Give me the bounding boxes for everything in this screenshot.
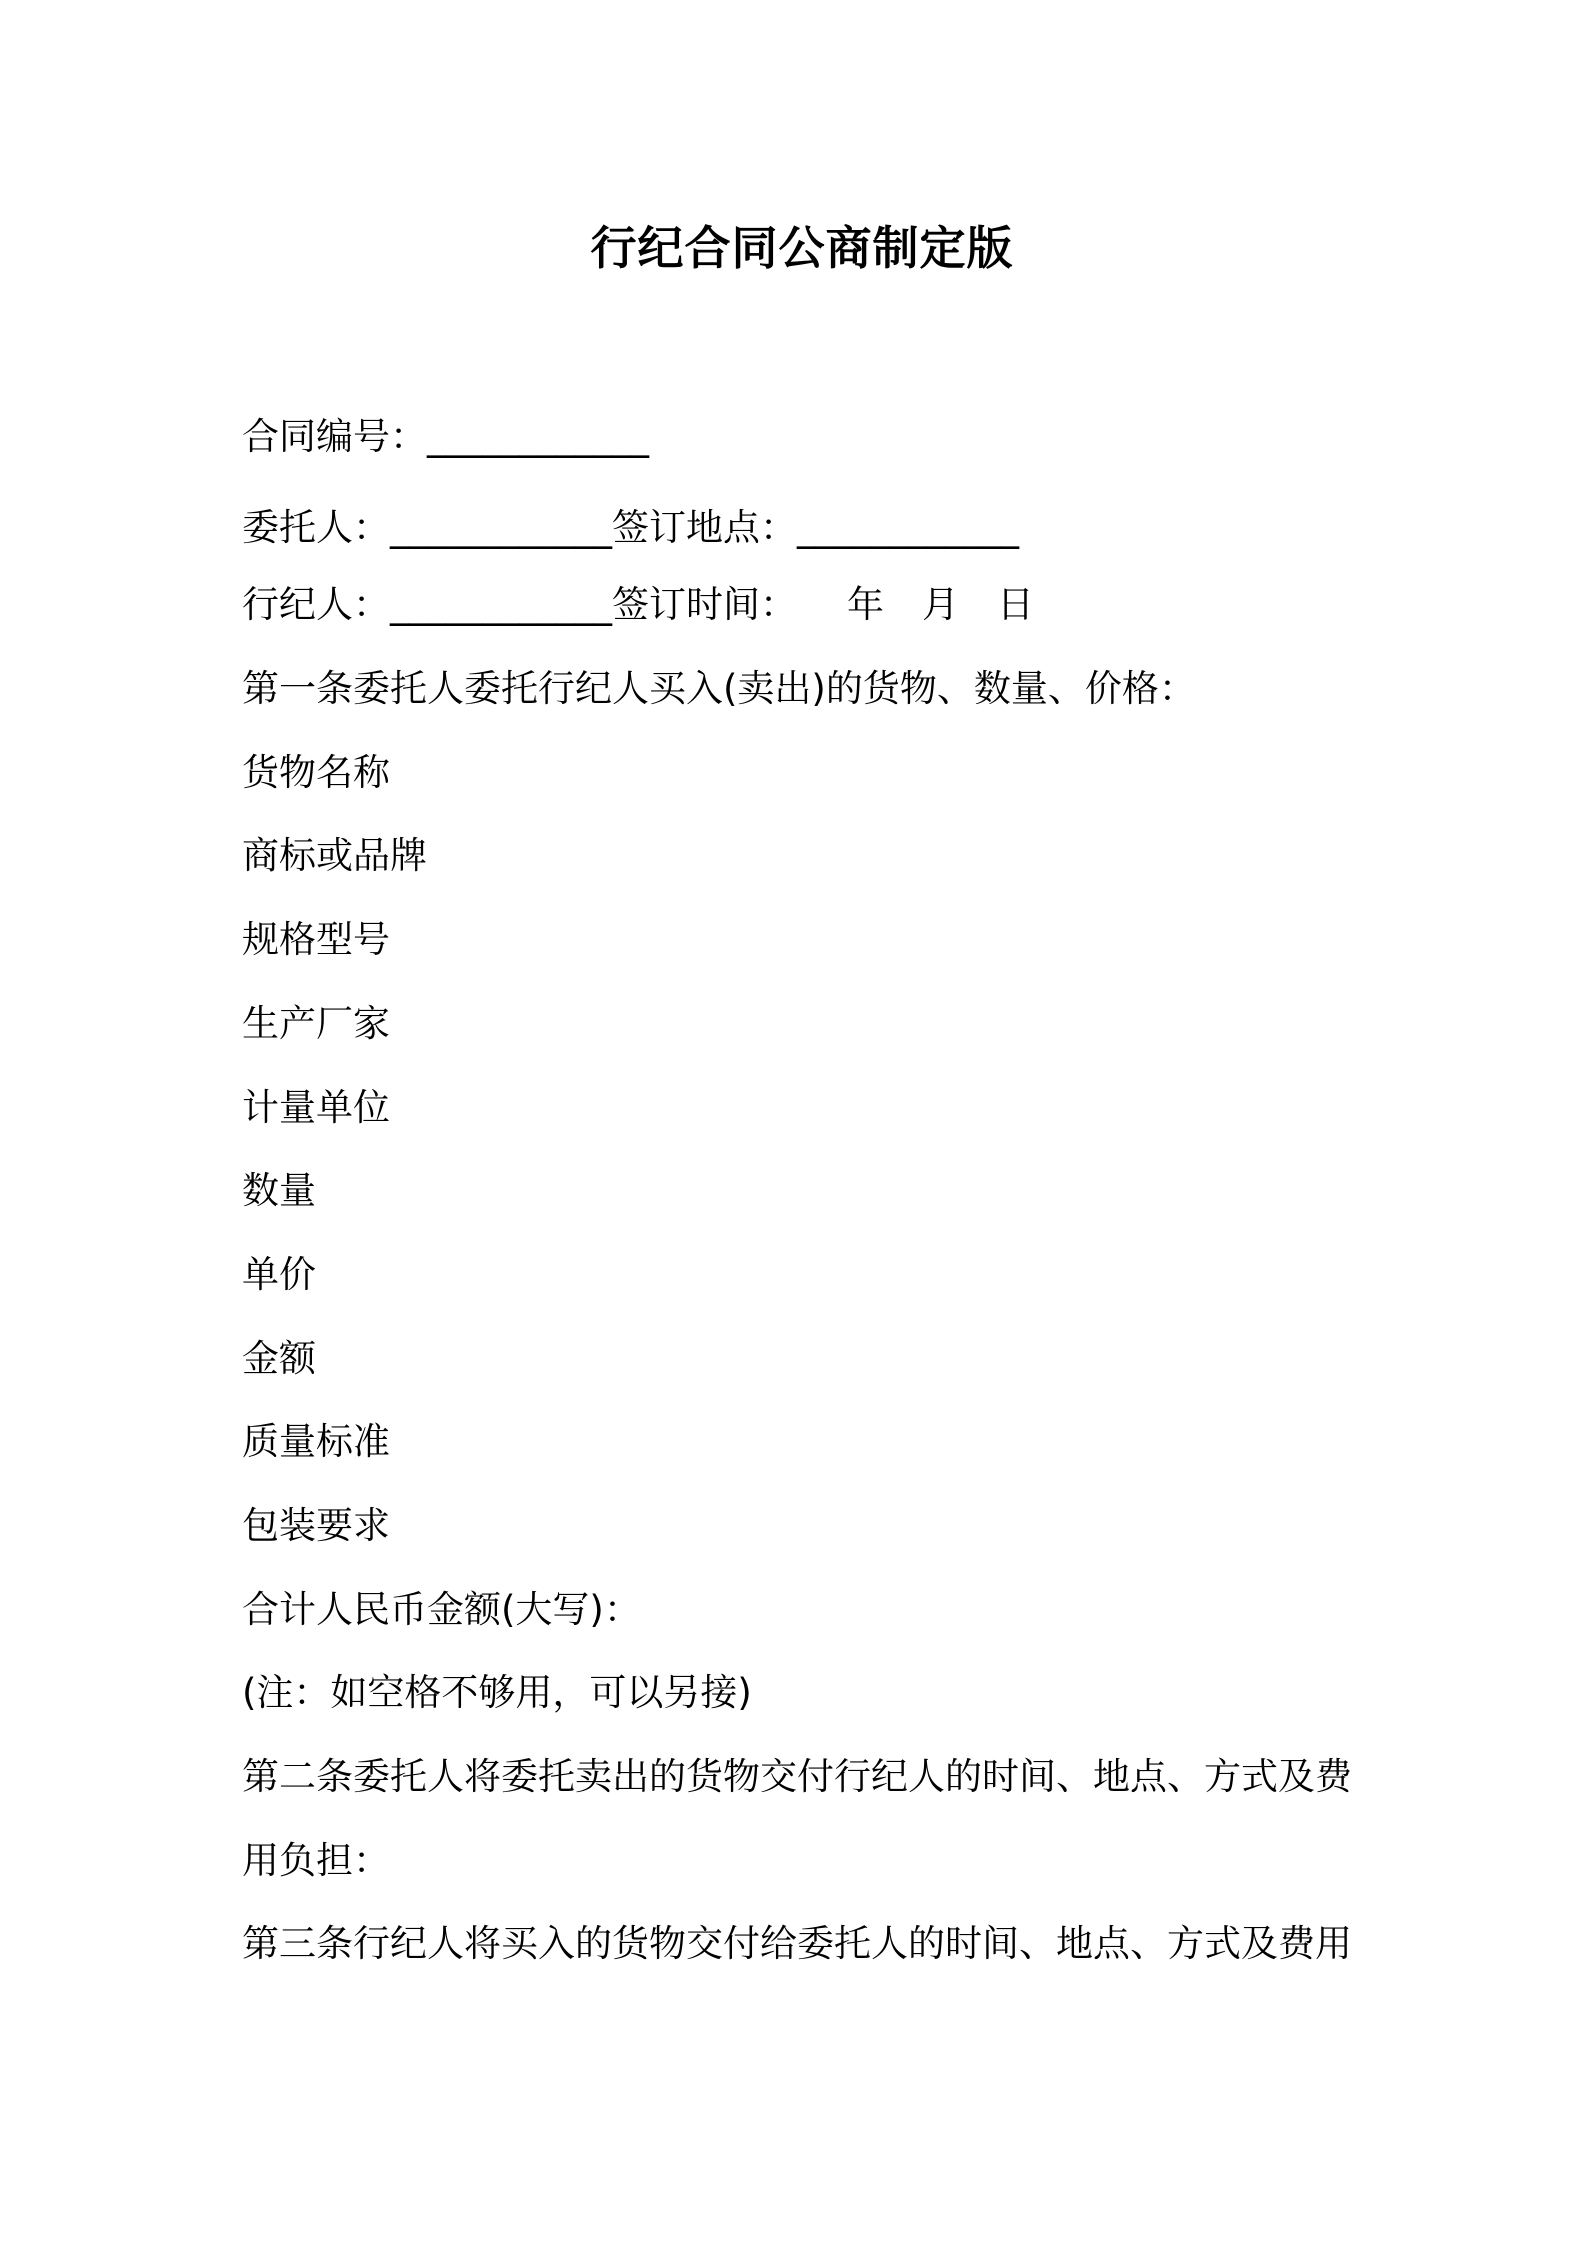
goods-item-unit-price: 单价 <box>242 1252 316 1296</box>
signing-place-label: 签订地点： <box>612 505 797 549</box>
document-body <box>242 395 1442 1986</box>
article1-heading: 第一条委托人委托行纪人买入(卖出)的货物、数量、价格： <box>242 667 1196 711</box>
article1-note: (注：如空格不够用，可以另接) <box>242 1671 752 1715</box>
article3-line-1: 第三条行纪人将买入的货物交付给委托人的时间、地点、方式及费用 <box>242 1922 1352 1966</box>
signing-day-label: 日 <box>997 583 1034 627</box>
goods-item-packaging: 包装要求 <box>242 1503 390 1547</box>
goods-item-unit: 计量单位 <box>242 1085 390 1129</box>
goods-item-name: 货物名称 <box>242 750 390 794</box>
broker-blank: ____________ <box>390 583 612 627</box>
article2-line-2: 用负担： <box>242 1838 390 1882</box>
goods-item-quality: 质量标准 <box>242 1420 390 1464</box>
goods-item-quantity: 数量 <box>242 1169 316 1213</box>
signing-year-label: 年 <box>847 583 884 627</box>
signing-place-blank: ____________ <box>797 505 1019 549</box>
contract-number-label: 合同编号： <box>242 415 427 458</box>
goods-item-brand: 商标或品牌 <box>242 834 427 878</box>
signing-time-label: 签订时间： <box>612 583 797 627</box>
goods-item-manufacturer: 生产厂家 <box>242 1001 390 1045</box>
article2-line-1: 第二条委托人将委托卖出的货物交付行纪人的时间、地点、方式及费 <box>242 1755 1352 1798</box>
principal-label: 委托人： <box>242 505 390 549</box>
broker-time-line <box>242 563 1442 647</box>
document-title: 行纪合同公商制定版 <box>590 221 1014 275</box>
goods-item-spec: 规格型号 <box>242 918 390 962</box>
signing-month-label: 月 <box>922 583 959 627</box>
principal-place-line <box>242 486 1442 570</box>
total-amount-label: 合计人民币金额(大写)： <box>242 1587 641 1631</box>
broker-label: 行纪人： <box>242 583 390 627</box>
contract-number-blank: ____________ <box>427 415 649 458</box>
principal-blank: ____________ <box>390 505 612 549</box>
contract-number-line <box>242 395 1442 479</box>
goods-item-amount: 金额 <box>242 1336 316 1380</box>
